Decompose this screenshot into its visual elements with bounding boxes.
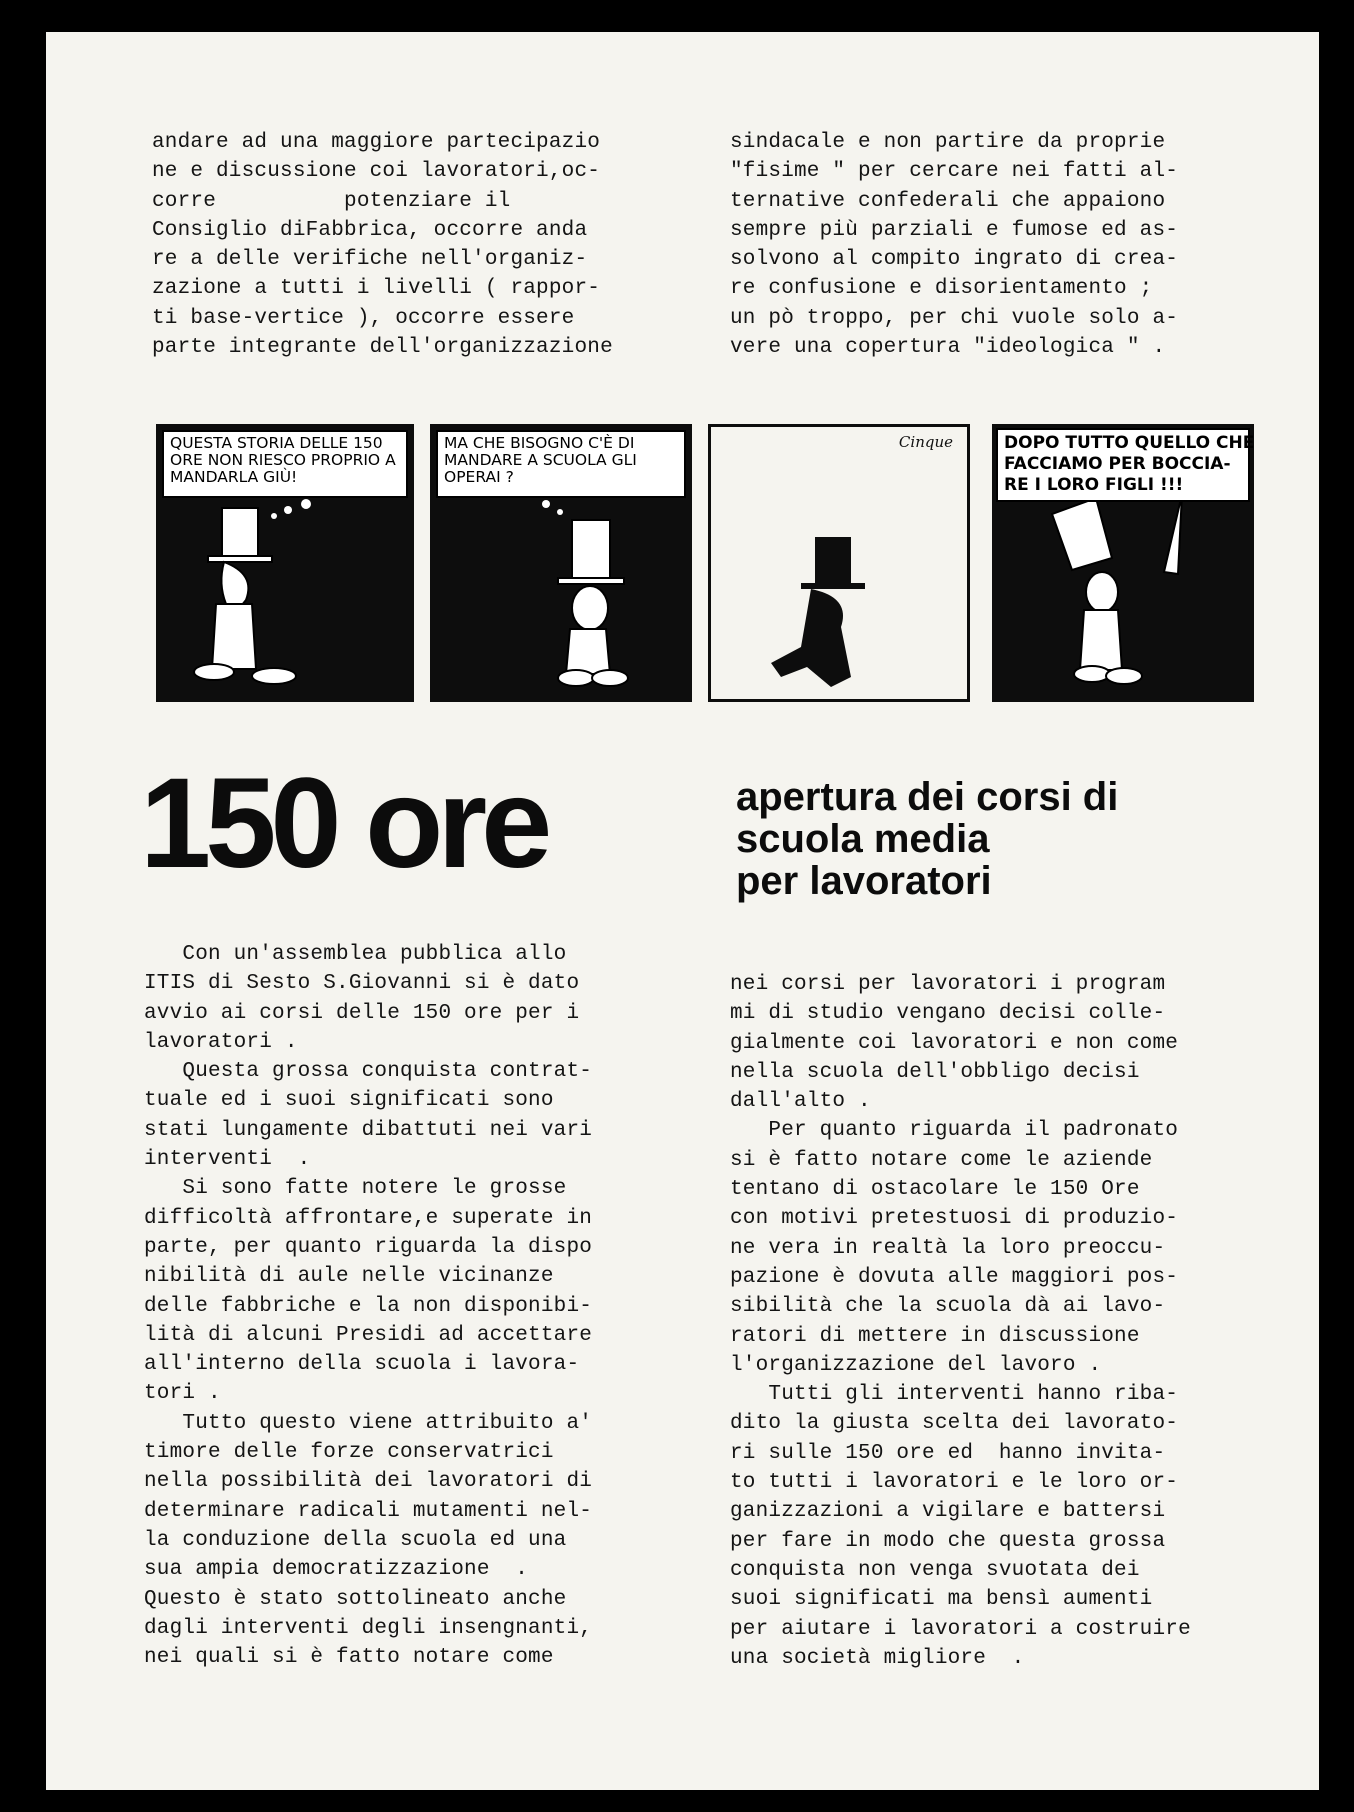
text-line: gialmente coi lavoratori e non come [730, 1031, 1179, 1055]
text-line: sibilità che la scuola dà ai lavo- [730, 1295, 1166, 1319]
text-line: zazione a tutti i livelli ( rappor- [152, 277, 601, 301]
text-line: difficoltà affrontare,e superate in [144, 1206, 593, 1230]
text-line: pazione è dovuta alle maggiori pos- [730, 1265, 1179, 1289]
text-line: conquista non venga svuotata dei [730, 1558, 1140, 1582]
text-line: solvono al compito ingrato di crea- [730, 248, 1179, 272]
text-line: tentano di ostacolare le 150 Ore [730, 1178, 1140, 1202]
text-line: si è fatto notare come le aziende [730, 1148, 1153, 1172]
text-line: andare ad una maggiore partecipazio [152, 131, 601, 154]
text-line: FACCIAMO PER BOCCIA- [1004, 454, 1231, 474]
article-top-right-column [730, 128, 1178, 362]
text-line: l'organizzazione del lavoro . [730, 1353, 1102, 1377]
text-line: con motivi pretestuosi di produzio- [730, 1207, 1179, 1231]
headline-subtitle [736, 776, 1118, 902]
text-line: Si sono fatte notere le grosse [144, 1177, 567, 1201]
text-line: apertura dei corsi di [736, 775, 1119, 819]
text-line: sua ampia democratizzazione . [144, 1558, 529, 1582]
text-line: per lavoratori [736, 859, 992, 903]
text-line: avvio ai corsi delle 150 ore per i [144, 1001, 580, 1025]
text-line: tori . [144, 1382, 221, 1406]
text-line: la conduzione della scuola ed una [144, 1528, 567, 1552]
text-line: Tutti gli interventi hanno riba- [730, 1383, 1179, 1407]
text-line: RE I LORO FIGLI !!! [1004, 475, 1184, 495]
text-line: ITIS di Sesto S.Giovanni si è dato [144, 972, 580, 996]
text-line: dagli interventi degli insengnanti, [144, 1616, 593, 1640]
text-line: dall'alto . [730, 1090, 871, 1114]
text-line: nei quali si è fatto notare come [144, 1646, 554, 1670]
article-bottom-left-column [144, 940, 592, 1672]
text-line: per fare in modo che questa grossa [730, 1529, 1166, 1553]
text-line: ti base-vertice ), occorre essere [152, 306, 575, 330]
text-line: nella scuola dell'obbligo decisi [730, 1060, 1140, 1084]
text-line: nella possibilità dei lavoratori di [144, 1470, 593, 1494]
text-line: re a delle verifiche nell'organiz- [152, 248, 588, 272]
comic-panel-3 [708, 424, 970, 702]
text-line: Per quanto riguarda il padronato [730, 1119, 1179, 1143]
text-line: lavoratori . [144, 1030, 298, 1054]
comic-panel-1 [156, 424, 414, 702]
text-line: QUESTA STORIA DELLE 150 [170, 434, 383, 452]
text-line: delle fabbriche e la non disponibi- [144, 1294, 593, 1318]
text-line: Con un'assemblea pubblica allo [144, 943, 567, 966]
speech-bubble-4 [996, 428, 1254, 502]
text-line: per aiutare i lavoratori a costruire [730, 1617, 1191, 1641]
text-line: ri sulle 150 ore ed hanno invita- [730, 1441, 1166, 1465]
text-line: all'interno della scuola i lavora- [144, 1353, 580, 1377]
text-line: Questa grossa conquista contrat- [144, 1060, 593, 1084]
article-top-left-column [152, 128, 613, 362]
text-line: MANDARLA GIÙ! [170, 468, 298, 486]
text-line: corre potenziare il [152, 189, 511, 213]
text-line: mi di studio vengano decisi colle- [730, 1002, 1166, 1026]
text-line: DOPO TUTTO QUELLO CHE [1004, 433, 1254, 453]
speech-bubble-2 [436, 430, 686, 498]
text-line: una società migliore . [730, 1646, 1025, 1670]
artist-signature: Cinque [898, 433, 953, 451]
text-line: ne vera in realtà la loro preoccu- [730, 1236, 1166, 1260]
text-line: to tutti i lavoratori e le loro or- [730, 1471, 1179, 1495]
text-line: MANDARE A SCUOLA GLI [444, 451, 637, 469]
comic-panel-4 [992, 424, 1254, 702]
text-line: ne e discussione coi lavoratori,oc- [152, 160, 601, 184]
text-line: stati lungamente dibattuti nei vari [144, 1118, 593, 1142]
text-line: dito la giusta scelta dei lavorato- [730, 1412, 1179, 1436]
speech-bubble-1 [162, 430, 408, 498]
text-line: timore delle forze conservatrici [144, 1441, 554, 1465]
character-silhouette-illustration [711, 427, 967, 699]
headline-title: 150 ore [140, 752, 547, 895]
text-line: sindacale e non partire da proprie [730, 131, 1166, 154]
text-line: re confusione e disorientamento ; [730, 277, 1153, 301]
text-line: un pò troppo, per chi vuole solo a- [730, 306, 1179, 330]
text-line: nei corsi per lavoratori i program [730, 973, 1166, 996]
text-line: "fisime " per cercare nei fatti al- [730, 160, 1179, 184]
comic-panel-2 [430, 424, 692, 702]
text-line: Questo è stato sottolineato anche [144, 1587, 567, 1611]
text-line: ORE NON RIESCO PROPRIO A [170, 451, 396, 469]
text-line: ganizzazioni a vigilare e battersi [730, 1500, 1166, 1524]
text-line: MA CHE BISOGNO C'È DI [444, 434, 635, 452]
text-line: Consiglio diFabbrica, occorre anda [152, 218, 588, 242]
text-line: lità di alcuni Presidi ad accettare [144, 1323, 593, 1347]
text-line: nibilità di aule nelle vicinanze [144, 1265, 554, 1289]
text-line: parte, per quanto riguarda la dispo [144, 1235, 593, 1259]
text-line: suoi significati ma bensì aumenti [730, 1588, 1153, 1612]
text-line: scuola media [736, 817, 990, 861]
text-line: ratori di mettere in discussione [730, 1324, 1140, 1348]
text-line: sempre più parziali e fumose ed as- [730, 218, 1179, 242]
text-line: determinare radicali mutamenti nel- [144, 1499, 593, 1523]
text-line: interventi . [144, 1148, 311, 1172]
text-line: vere una copertura "ideologica " . [730, 336, 1166, 360]
text-line: Tutto questo viene attribuito a' [144, 1411, 593, 1435]
text-line: tuale ed i suoi significati sono [144, 1089, 554, 1113]
text-line: OPERAI ? [444, 468, 514, 486]
article-bottom-right-column [730, 970, 1191, 1673]
text-line: parte integrante dell'organizzazione [152, 336, 613, 360]
text-line: ternative confederali che appaiono [730, 189, 1166, 213]
